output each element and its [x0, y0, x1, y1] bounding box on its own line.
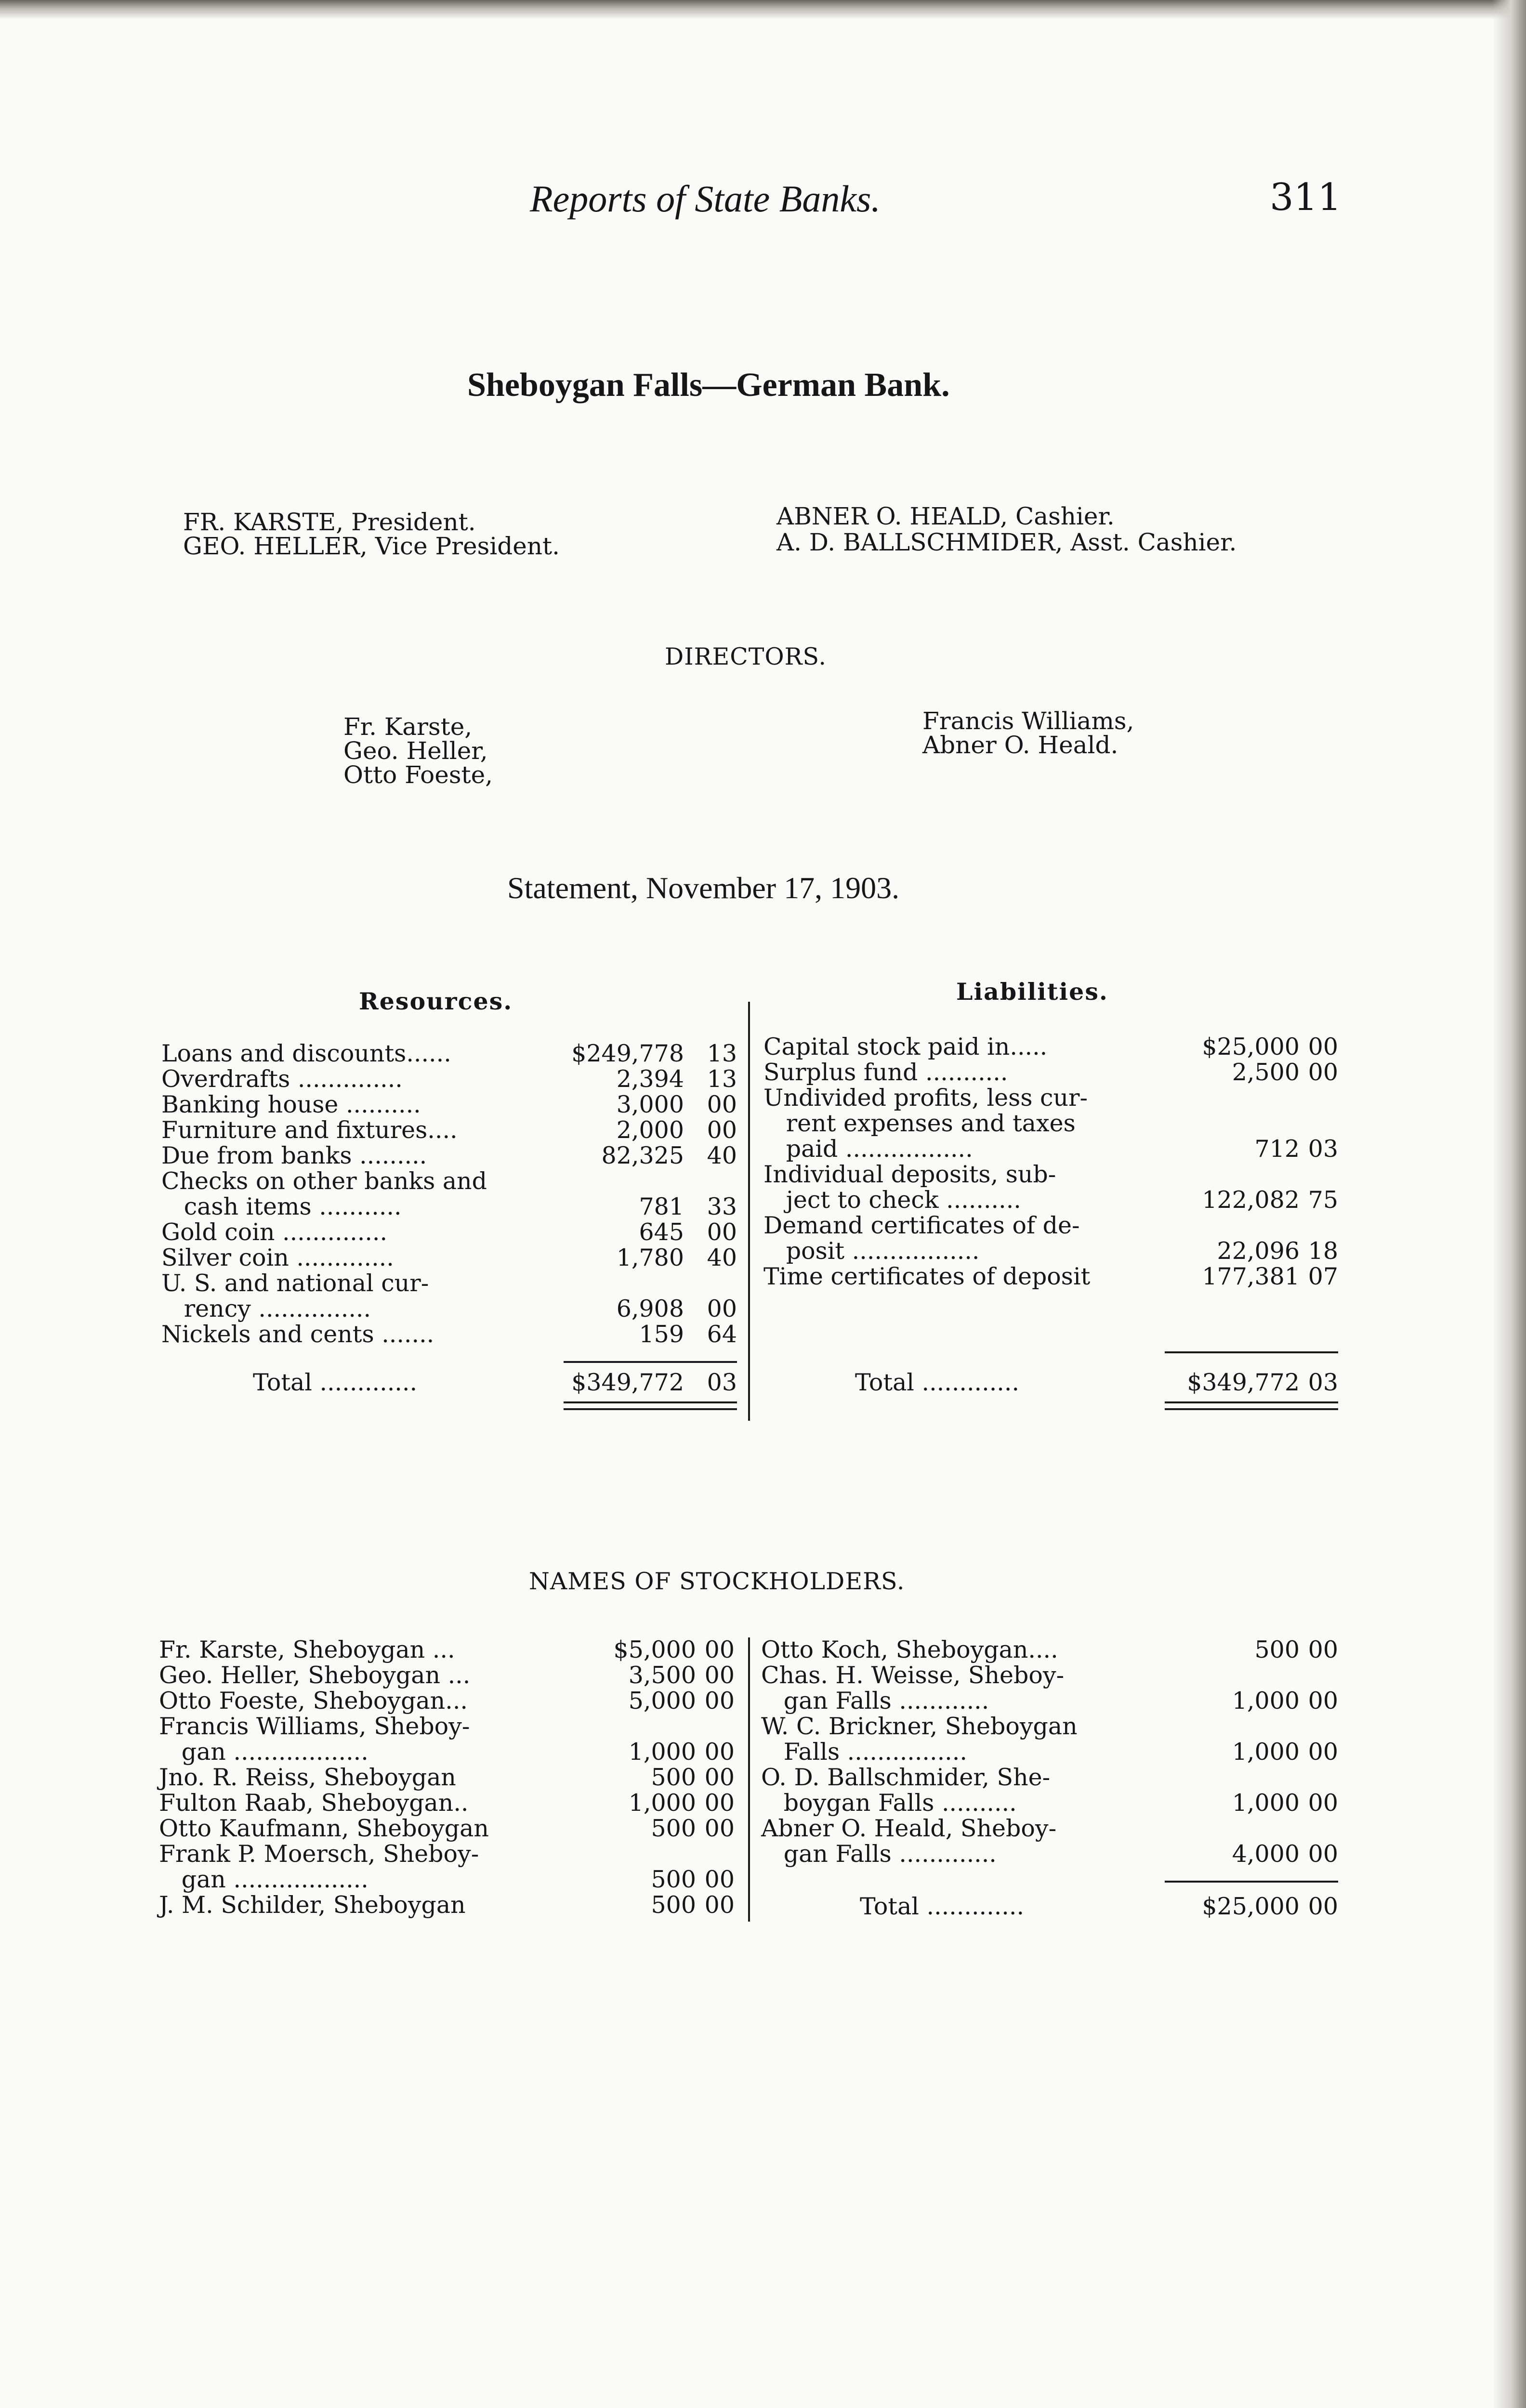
- liability-row-cents: 00: [1308, 1059, 1338, 1086]
- stockholder-row-label: Jno. R. Reiss, Sheboygan: [159, 1764, 456, 1791]
- stockholder-row-dollars: 3,500: [628, 1662, 696, 1689]
- resource-row-label: Nickels and cents .......: [161, 1321, 434, 1348]
- stockholder-row-cents: 00: [1308, 1636, 1338, 1663]
- stockholder-row-cents: 00: [704, 1764, 735, 1791]
- resource-row-label: Banking house ..........: [161, 1091, 421, 1118]
- resource-row-dollars: 2,394: [616, 1065, 684, 1093]
- stockholder-row-dollars: $5,000: [613, 1636, 696, 1663]
- resource-row-cents: 33: [707, 1193, 737, 1220]
- stockholder-row-cents: 00: [1308, 1738, 1338, 1766]
- stockholder-row-dollars: 1,000: [1232, 1738, 1300, 1766]
- stockholder-row-label: Chas. H. Weisse, Sheboy-: [761, 1662, 1065, 1689]
- stockholder-row-label: gan Falls .............: [761, 1840, 997, 1868]
- stockholder-row-cents: 00: [704, 1738, 735, 1766]
- stockholder-row-dollars: 1,000: [1232, 1687, 1300, 1714]
- running-head: Reports of State Banks.: [530, 178, 881, 220]
- resource-row-dollars: 645: [639, 1218, 684, 1246]
- liability-row-label: paid .................: [763, 1135, 973, 1163]
- officer-vice-president: GEO. HELLER, Vice President.: [183, 532, 560, 560]
- stockholder-row-label: O. D. Ballschmider, She-: [761, 1764, 1051, 1791]
- liability-row-cents: 75: [1308, 1186, 1338, 1214]
- resources-heading: Resources.: [359, 987, 513, 1015]
- stockholder-row-label: Otto Koch, Sheboygan....: [761, 1636, 1058, 1663]
- resource-row-label: U. S. and national cur-: [161, 1269, 429, 1297]
- liability-row-label: Capital stock paid in.....: [763, 1033, 1048, 1060]
- resource-row-cents: 64: [707, 1321, 737, 1348]
- liabilities-total-rule: [1165, 1351, 1338, 1353]
- liability-row-label: Demand certificates of de-: [763, 1212, 1080, 1239]
- stockholders-total-dollars: $25,000: [1202, 1893, 1300, 1920]
- liability-row-dollars: 22,096: [1217, 1237, 1300, 1265]
- director-item: Francis Williams,: [922, 707, 1134, 735]
- liability-row-label: ject to check ..........: [763, 1186, 1021, 1214]
- stockholders-total-cents: 00: [1308, 1893, 1338, 1920]
- resource-row-dollars: $249,778: [571, 1040, 684, 1067]
- resource-row-dollars: 781: [639, 1193, 684, 1220]
- liability-row-dollars: 2,500: [1232, 1059, 1300, 1086]
- stockholder-row-dollars: 500: [651, 1891, 696, 1919]
- director-item: Geo. Heller,: [343, 737, 488, 765]
- stockholder-row-label: Abner O. Heald, Sheboy-: [761, 1815, 1057, 1842]
- stockholders-total-rule: [1165, 1881, 1338, 1883]
- stockholder-row-cents: 00: [1308, 1840, 1338, 1868]
- stockholder-row-dollars: 500: [651, 1815, 696, 1842]
- resource-row-label: cash items ...........: [161, 1193, 402, 1220]
- resource-row-cents: 00: [707, 1218, 737, 1246]
- stockholder-row-label: Fulton Raab, Sheboygan..: [159, 1789, 469, 1817]
- stockholder-row-dollars: 1,000: [628, 1789, 696, 1817]
- resource-row-label: Due from banks .........: [161, 1142, 427, 1169]
- liability-row-label: posit .................: [763, 1237, 980, 1265]
- stockholder-row-cents: 00: [704, 1789, 735, 1817]
- liabilities-heading: Liabilities.: [956, 978, 1108, 1006]
- liability-row-cents: 18: [1308, 1237, 1338, 1265]
- liability-row-dollars: 122,082: [1202, 1186, 1300, 1214]
- liability-row-cents: 00: [1308, 1033, 1338, 1060]
- liability-row-cents: 07: [1308, 1263, 1338, 1290]
- stockholder-row-label: W. C. Brickner, Sheboygan: [761, 1713, 1078, 1740]
- officer-president: FR. KARSTE, President.: [183, 508, 476, 536]
- resource-row-dollars: 1,780: [616, 1244, 684, 1271]
- resource-row-dollars: 2,000: [616, 1116, 684, 1144]
- stockholders-total-label: Total .............: [860, 1893, 1025, 1920]
- resources-total-dollars: $349,772: [571, 1369, 684, 1396]
- resource-row-cents: 40: [707, 1142, 737, 1169]
- stockholder-row-dollars: 5,000: [628, 1687, 696, 1714]
- stockholder-row-label: gan Falls ............: [761, 1687, 989, 1714]
- resources-total-rule: [564, 1361, 737, 1363]
- stockholder-row-label: gan ..................: [159, 1738, 368, 1766]
- resource-row-label: Gold coin ..............: [161, 1218, 388, 1246]
- resource-row-dollars: 6,908: [616, 1295, 684, 1322]
- liability-row-dollars: 177,381: [1202, 1263, 1300, 1290]
- resource-row-cents: 00: [707, 1116, 737, 1144]
- resource-row-dollars: 82,325: [601, 1142, 684, 1169]
- resource-row-cents: 00: [707, 1295, 737, 1322]
- liabilities-total-dollars: $349,772: [1187, 1369, 1300, 1396]
- stockholder-row-label: gan ..................: [159, 1866, 368, 1893]
- page-top-edge-shadow: [0, 0, 1526, 19]
- liability-row-label: rent expenses and taxes: [763, 1110, 1076, 1137]
- resource-row-label: Loans and discounts......: [161, 1040, 451, 1067]
- stockholder-row-label: Geo. Heller, Sheboygan ...: [159, 1662, 471, 1689]
- stockholder-row-cents: 00: [704, 1866, 735, 1893]
- liability-row-label: Surplus fund ...........: [763, 1059, 1008, 1086]
- resource-row-cents: 13: [707, 1065, 737, 1093]
- resource-row-label: Checks on other banks and: [161, 1167, 487, 1195]
- stockholder-row-dollars: 500: [1254, 1636, 1300, 1663]
- stockholder-row-label: Francis Williams, Sheboy-: [159, 1713, 470, 1740]
- liabilities-total-double-rule: [1165, 1401, 1338, 1410]
- stockholder-row-cents: 00: [1308, 1789, 1338, 1817]
- resource-row-label: rency ...............: [161, 1295, 371, 1322]
- resource-row-label: Overdrafts ..............: [161, 1065, 403, 1093]
- resource-row-dollars: 3,000: [616, 1091, 684, 1118]
- stockholder-row-label: boygan Falls ..........: [761, 1789, 1017, 1817]
- stockholder-row-cents: 00: [704, 1815, 735, 1842]
- directors-heading: DIRECTORS.: [665, 643, 827, 670]
- director-item: Abner O. Heald.: [922, 731, 1118, 759]
- liability-row-label: Undivided profits, less cur-: [763, 1084, 1088, 1112]
- officer-cashier: ABNER O. HEALD, Cashier.: [776, 502, 1115, 530]
- statement-title: Statement, November 17, 1903.: [507, 871, 900, 905]
- page-number: 311: [1270, 176, 1342, 219]
- stockholder-row-dollars: 1,000: [628, 1738, 696, 1766]
- liability-row-dollars: $25,000: [1202, 1033, 1300, 1060]
- page-right-edge-shadow: [1492, 0, 1526, 2408]
- director-item: Otto Foeste,: [343, 761, 493, 789]
- stockholder-row-label: Falls ................: [761, 1738, 967, 1766]
- bank-title: Sheboygan Falls—German Bank.: [467, 366, 950, 404]
- stockholder-row-cents: 00: [1308, 1687, 1338, 1714]
- resource-row-label: Silver coin .............: [161, 1244, 394, 1271]
- stockholder-row-label: J. M. Schilder, Sheboygan: [159, 1891, 466, 1919]
- resources-total-double-rule: [564, 1401, 737, 1410]
- stockholder-row-dollars: 500: [651, 1866, 696, 1893]
- liability-row-dollars: 712: [1254, 1135, 1300, 1163]
- resource-row-dollars: 159: [639, 1321, 684, 1348]
- resources-total-label: Total .............: [253, 1369, 418, 1396]
- stockholder-row-label: Frank P. Moersch, Sheboy-: [159, 1840, 479, 1868]
- stockholder-row-cents: 00: [704, 1662, 735, 1689]
- stockholder-row-dollars: 1,000: [1232, 1789, 1300, 1817]
- liabilities-total-cents: 03: [1308, 1369, 1338, 1396]
- officer-asst-cashier: A. D. BALLSCHMIDER, Asst. Cashier.: [776, 528, 1237, 556]
- liabilities-total-label: Total .............: [855, 1369, 1020, 1396]
- stockholder-row-dollars: 4,000: [1232, 1840, 1300, 1868]
- liability-row-cents: 03: [1308, 1135, 1338, 1163]
- stockholder-row-label: Fr. Karste, Sheboygan ...: [159, 1636, 455, 1663]
- stockholders-heading: NAMES OF STOCKHOLDERS.: [529, 1568, 905, 1595]
- stockholder-row-dollars: 500: [651, 1764, 696, 1791]
- stockholder-row-cents: 00: [704, 1636, 735, 1663]
- resource-row-cents: 00: [707, 1091, 737, 1118]
- liability-row-label: Individual deposits, sub-: [763, 1161, 1056, 1188]
- resource-row-label: Furniture and fixtures....: [161, 1116, 458, 1144]
- director-item: Fr. Karste,: [343, 713, 473, 741]
- resources-total-cents: 03: [707, 1369, 737, 1396]
- stockholder-row-cents: 00: [704, 1687, 735, 1714]
- stockholder-row-label: Otto Foeste, Sheboygan...: [159, 1687, 468, 1714]
- stockholder-row-label: Otto Kaufmann, Sheboygan: [159, 1815, 489, 1842]
- stockholders-column-divider: [748, 1637, 750, 1922]
- stockholder-row-cents: 00: [704, 1891, 735, 1919]
- resource-row-cents: 40: [707, 1244, 737, 1271]
- liability-row-label: Time certificates of deposit: [763, 1263, 1091, 1290]
- resource-row-cents: 13: [707, 1040, 737, 1067]
- statement-column-divider: [748, 1002, 750, 1421]
